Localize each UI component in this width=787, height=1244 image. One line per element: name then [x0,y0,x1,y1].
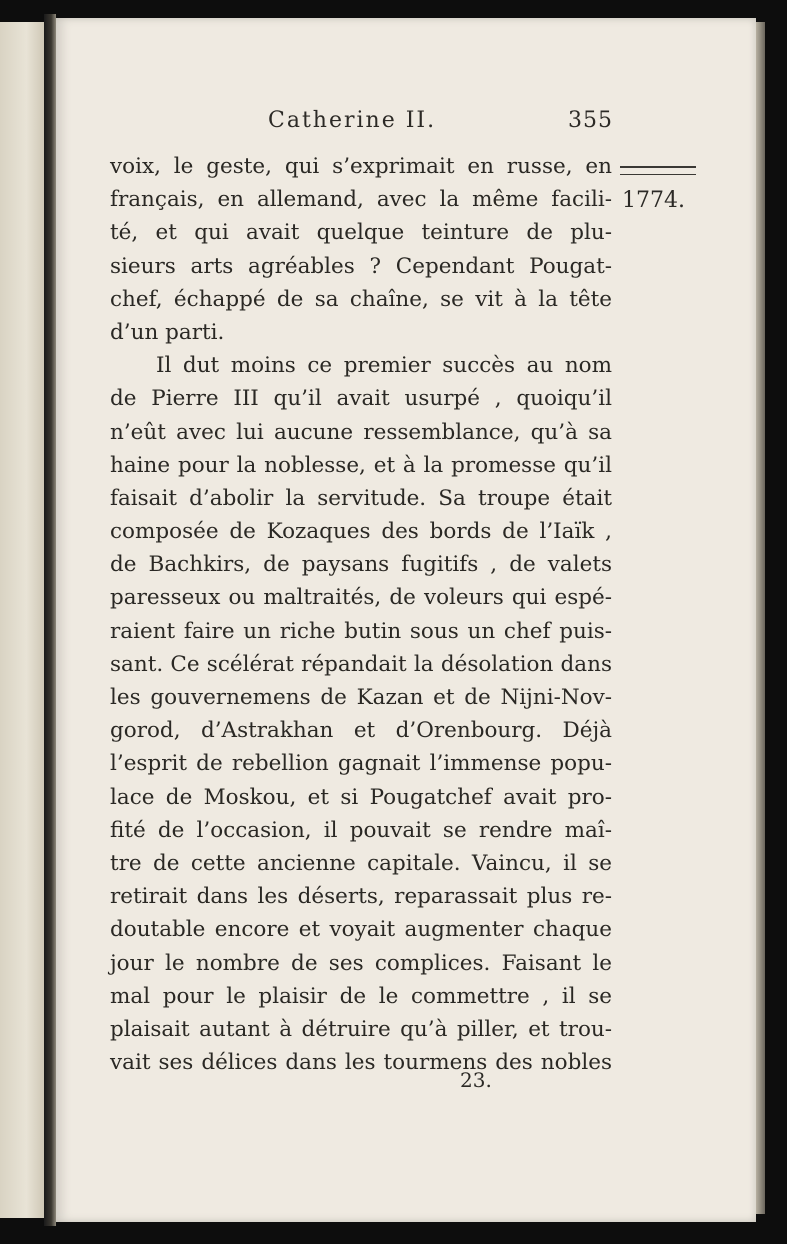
text-line: français, en allemand, avec la même facili- [110,187,612,213]
text-line: les gouvernemens de Kazan et de Nijni-Nov- [110,685,612,710]
text-line: faisait d’abolir la servitude. Sa troupe était [110,485,612,511]
text-line: té, et qui avait quelque teinture de plu- [110,220,612,246]
text-line: lace de Moskou, et si Pougatchef avait pro- [110,784,612,810]
text-line: voix, le geste, qui s’exprimait en russe, en [110,154,612,179]
page-number: 355 [568,108,613,133]
text-line: composée de Kozaques des bords de l’Iaïk , [110,519,612,545]
book-gutter [44,14,56,1226]
text-line: de Bachkirs, de paysans fugitifs , de valets [110,552,612,578]
page-edge [756,22,765,1214]
text-line: sieurs arts agréables ? Cependant Pougat- [110,253,612,279]
facing-page-edge [0,22,44,1218]
body-text [110,150,612,1079]
text-line: fité de l’occasion, il pouvait se rendre maî- [110,817,612,843]
text-line: raient faire un riche butin sous un chef puis- [110,618,612,644]
running-head [0,106,787,140]
text-line: plaisait autant à détruire qu’à piller, et trou- [110,1016,612,1042]
text-line: tre de cette ancienne capitale. Vaincu, il se [110,850,612,876]
running-head-title: Catherine II. [268,108,437,133]
text-line: d’un parti. [110,319,225,345]
text-line: mal pour le plaisir de le commettre , il se [110,983,612,1009]
signature-mark: 23. [460,1068,492,1092]
text-line: chef, échappé de sa chaîne, se vit à la tête [110,286,612,312]
text-line: retirait dans les déserts, reparassait plus re- [110,884,612,910]
text-line: n’eût avec lui aucune ressemblance, qu’à sa [110,419,612,445]
text-line: Il dut moins ce premier succès au nom [156,353,612,379]
text-line: gorod, d’Astrakhan et d’Orenbourg. Déjà [110,718,612,744]
margin-rule [620,166,696,175]
margin-year: 1774. [622,188,685,213]
text-line: vait ses délices dans les tourmens des nobles [110,1050,612,1076]
text-line: paresseux ou maltraités, de voleurs qui espé- [110,585,612,611]
text-line: doutable encore et voyait augmenter chaque [110,917,612,943]
text-line: haine pour la noblesse, et à la promesse qu’il [110,452,612,478]
text-line: jour le nombre de ses complices. Faisant le [110,950,612,976]
text-line: sant. Ce scélérat répandait la désolation dans [110,651,612,677]
text-line: l’esprit de rebellion gagnait l’immense popu- [110,751,612,777]
text-line: de Pierre III qu’il avait usurpé , quoiqu’il [110,386,612,412]
